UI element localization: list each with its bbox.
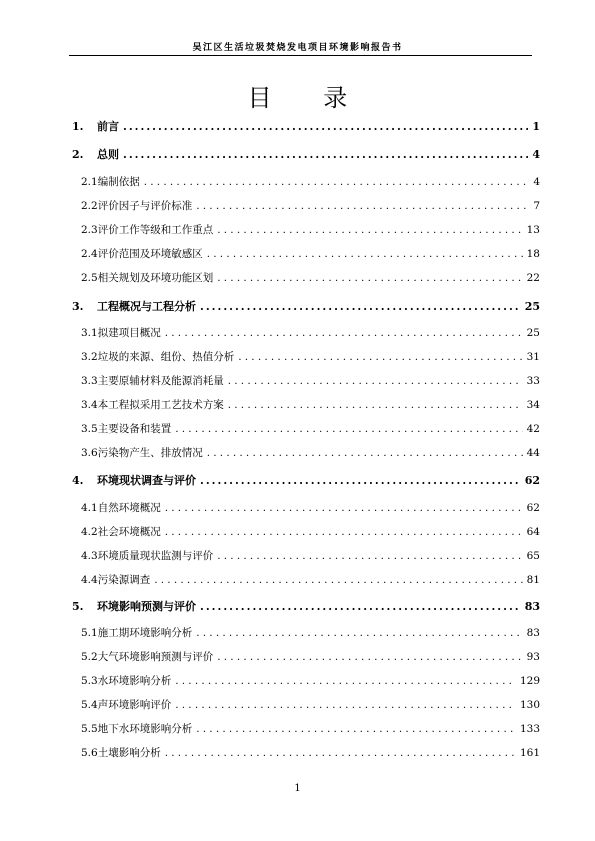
toc-entry-page: 62 (524, 474, 540, 487)
toc-entry-number: 2.3 (81, 224, 98, 236)
toc-section-entry[interactable] (81, 198, 540, 213)
toc-entry-page: 83 (524, 600, 540, 613)
toc-entry-page: 62 (526, 502, 540, 514)
toc-entry-number: 1. (72, 120, 84, 133)
toc-entry-title: 评价因子与评价标准 (97, 200, 193, 212)
toc-dot-leader (200, 600, 521, 613)
toc-entry-number: 5.1 (81, 627, 98, 639)
toc-entry-number: 4.3 (81, 550, 98, 562)
toc-entry-title: 前言 (97, 120, 119, 133)
toc-entry-page: 161 (519, 747, 540, 759)
toc-entry-title: 地下水环境影响分析 (97, 723, 193, 735)
running-header: 吴江区生活垃圾焚烧发电项目环境影响报告书 (192, 43, 403, 53)
toc-section-entry[interactable] (81, 373, 540, 388)
toc-entry-page: 133 (519, 723, 540, 735)
toc-entry-number: 5.5 (81, 723, 98, 735)
toc-dot-leader (144, 176, 530, 188)
toc-entry-page: 129 (519, 675, 540, 687)
toc-entry-number: 3.4 (81, 399, 98, 411)
toc-entry-number: 2.1 (81, 176, 98, 188)
page-title: 目 录 (247, 84, 370, 112)
toc-section-entry[interactable] (81, 445, 540, 460)
toc-entry-title: 评价范围及环境敏感区 (97, 248, 203, 260)
toc-entry-title: 主要设备和装置 (97, 423, 172, 435)
toc-entry-number: 3.2 (81, 351, 98, 363)
toc-entry-title: 声环境影响评价 (97, 699, 172, 711)
toc-entry-number: 3.3 (81, 375, 98, 387)
toc-dot-leader (200, 300, 521, 313)
toc-dot-leader (123, 120, 528, 133)
toc-dot-leader (165, 502, 523, 514)
toc-section-entry[interactable] (81, 524, 540, 539)
toc-entry-page: 31 (526, 351, 540, 363)
toc-section-entry[interactable] (81, 649, 540, 664)
toc-dot-leader (165, 747, 516, 759)
toc-entry-title: 环境质量现状监测与评价 (97, 550, 214, 562)
toc-entry-title: 水环境影响分析 (97, 675, 172, 687)
toc-entry-number: 2. (72, 148, 84, 161)
toc-dot-leader (196, 200, 529, 212)
toc-entry-page: 81 (526, 574, 540, 586)
toc-entry-page: 18 (526, 248, 540, 260)
toc-entry-number: 2.5 (81, 272, 98, 284)
toc-entry-title: 自然环境概况 (97, 502, 161, 514)
toc-entry-title: 主要原辅材料及能源消耗量 (97, 375, 224, 387)
toc-entry-title: 污染源调查 (97, 574, 151, 586)
toc-entry-page: 93 (526, 651, 540, 663)
toc-entry-page: 65 (526, 550, 540, 562)
toc-entry-page: 83 (526, 627, 540, 639)
toc-entry-number: 5.2 (81, 651, 98, 663)
toc-dot-leader (217, 224, 522, 236)
toc-entry-title: 垃圾的来源、组份、热值分析 (97, 351, 235, 363)
toc-section-entry[interactable] (81, 697, 540, 712)
toc-section-entry[interactable] (81, 500, 540, 515)
toc-entry-number: 4.1 (81, 502, 98, 514)
toc-dot-leader (217, 651, 522, 663)
toc-dot-leader (165, 526, 523, 538)
toc-entry-page: 22 (526, 272, 540, 284)
toc-entry-title: 拟建项目概况 (97, 327, 161, 339)
toc-dot-leader (123, 148, 528, 161)
toc-entry-number: 2.2 (81, 200, 98, 212)
toc-section-entry[interactable] (81, 673, 540, 688)
page-number: 1 (294, 783, 301, 794)
toc-chapter-entry[interactable] (72, 146, 540, 162)
toc-dot-leader (154, 574, 522, 586)
toc-dot-leader (207, 447, 523, 459)
toc-dot-leader (196, 627, 522, 639)
toc-dot-leader (165, 327, 523, 339)
toc-entry-number: 5. (72, 600, 84, 613)
toc-entry-number: 3.6 (81, 447, 98, 459)
toc-dot-leader (217, 272, 522, 284)
toc-section-entry[interactable] (81, 745, 540, 760)
toc-entry-number: 4.4 (81, 574, 98, 586)
toc-chapter-entry[interactable] (72, 118, 540, 134)
toc-entry-page: 13 (526, 224, 540, 236)
header-divider (69, 55, 532, 56)
toc-entry-number: 5.6 (81, 747, 98, 759)
toc-dot-leader (175, 675, 516, 687)
toc-dot-leader (238, 351, 522, 363)
toc-entry-number: 2.4 (81, 248, 98, 260)
toc-entry-title: 施工期环境影响分析 (97, 627, 193, 639)
toc-dot-leader (196, 723, 516, 735)
toc-entry-title: 环境影响预测与评价 (97, 600, 196, 613)
toc-dot-leader (228, 399, 523, 411)
toc-entry-page: 4 (533, 176, 540, 188)
toc-entry-number: 3. (72, 300, 84, 313)
toc-entry-title: 环境现状调查与评价 (97, 474, 196, 487)
toc-dot-leader (200, 474, 521, 487)
toc-entry-number: 4.2 (81, 526, 98, 538)
toc-section-entry[interactable] (81, 174, 540, 189)
toc-section-entry[interactable] (81, 349, 540, 364)
toc-entry-title: 相关规划及环境功能区划 (97, 272, 214, 284)
toc-dot-leader (228, 375, 523, 387)
toc-entry-title: 污染物产生、排放情况 (97, 447, 203, 459)
toc-chapter-entry[interactable] (72, 298, 540, 314)
toc-section-entry[interactable] (81, 548, 540, 563)
toc-entry-page: 33 (526, 375, 540, 387)
toc-entry-title: 工程概况与工程分析 (97, 300, 196, 313)
toc-entry-title: 总则 (97, 148, 119, 161)
toc-section-entry[interactable] (81, 421, 540, 436)
toc-entry-page: 4 (532, 148, 540, 161)
toc-entry-page: 42 (526, 423, 540, 435)
toc-entry-number: 4. (72, 474, 84, 487)
toc-entry-number: 3.1 (81, 327, 98, 339)
toc-dot-leader (207, 248, 523, 260)
toc-entry-title: 土壤影响分析 (97, 747, 161, 759)
toc-section-entry[interactable] (81, 721, 540, 736)
toc-entry-number: 3.5 (81, 423, 98, 435)
toc-entry-page: 25 (524, 300, 540, 313)
toc-dot-leader (175, 423, 522, 435)
toc-entry-title: 编制依据 (97, 176, 140, 188)
toc-dot-leader (175, 699, 516, 711)
toc-chapter-entry[interactable] (72, 472, 540, 488)
toc-section-entry[interactable] (81, 625, 540, 640)
toc-entry-title: 评价工作等级和工作重点 (97, 224, 214, 236)
toc-section-entry[interactable] (81, 270, 540, 285)
toc-entry-number: 5.3 (81, 675, 98, 687)
toc-section-entry[interactable] (81, 222, 540, 237)
toc-entry-page: 25 (526, 327, 540, 339)
toc-section-entry[interactable] (81, 397, 540, 412)
toc-entry-title: 大气环境影响预测与评价 (97, 651, 214, 663)
toc-entry-title: 本工程拟采用工艺技术方案 (97, 399, 224, 411)
toc-section-entry[interactable] (81, 572, 540, 587)
toc-entry-page: 44 (526, 447, 540, 459)
toc-entry-number: 5.4 (81, 699, 98, 711)
toc-entry-page: 130 (519, 699, 540, 711)
toc-entry-page: 34 (526, 399, 540, 411)
toc-entry-page: 7 (533, 200, 540, 212)
toc-chapter-entry[interactable] (72, 598, 540, 614)
toc-section-entry[interactable] (81, 325, 540, 340)
toc-section-entry[interactable] (81, 246, 540, 261)
toc-entry-page: 1 (532, 120, 540, 133)
toc-dot-leader (217, 550, 522, 562)
toc-entry-title: 社会环境概况 (97, 526, 161, 538)
toc-entry-page: 64 (526, 526, 540, 538)
